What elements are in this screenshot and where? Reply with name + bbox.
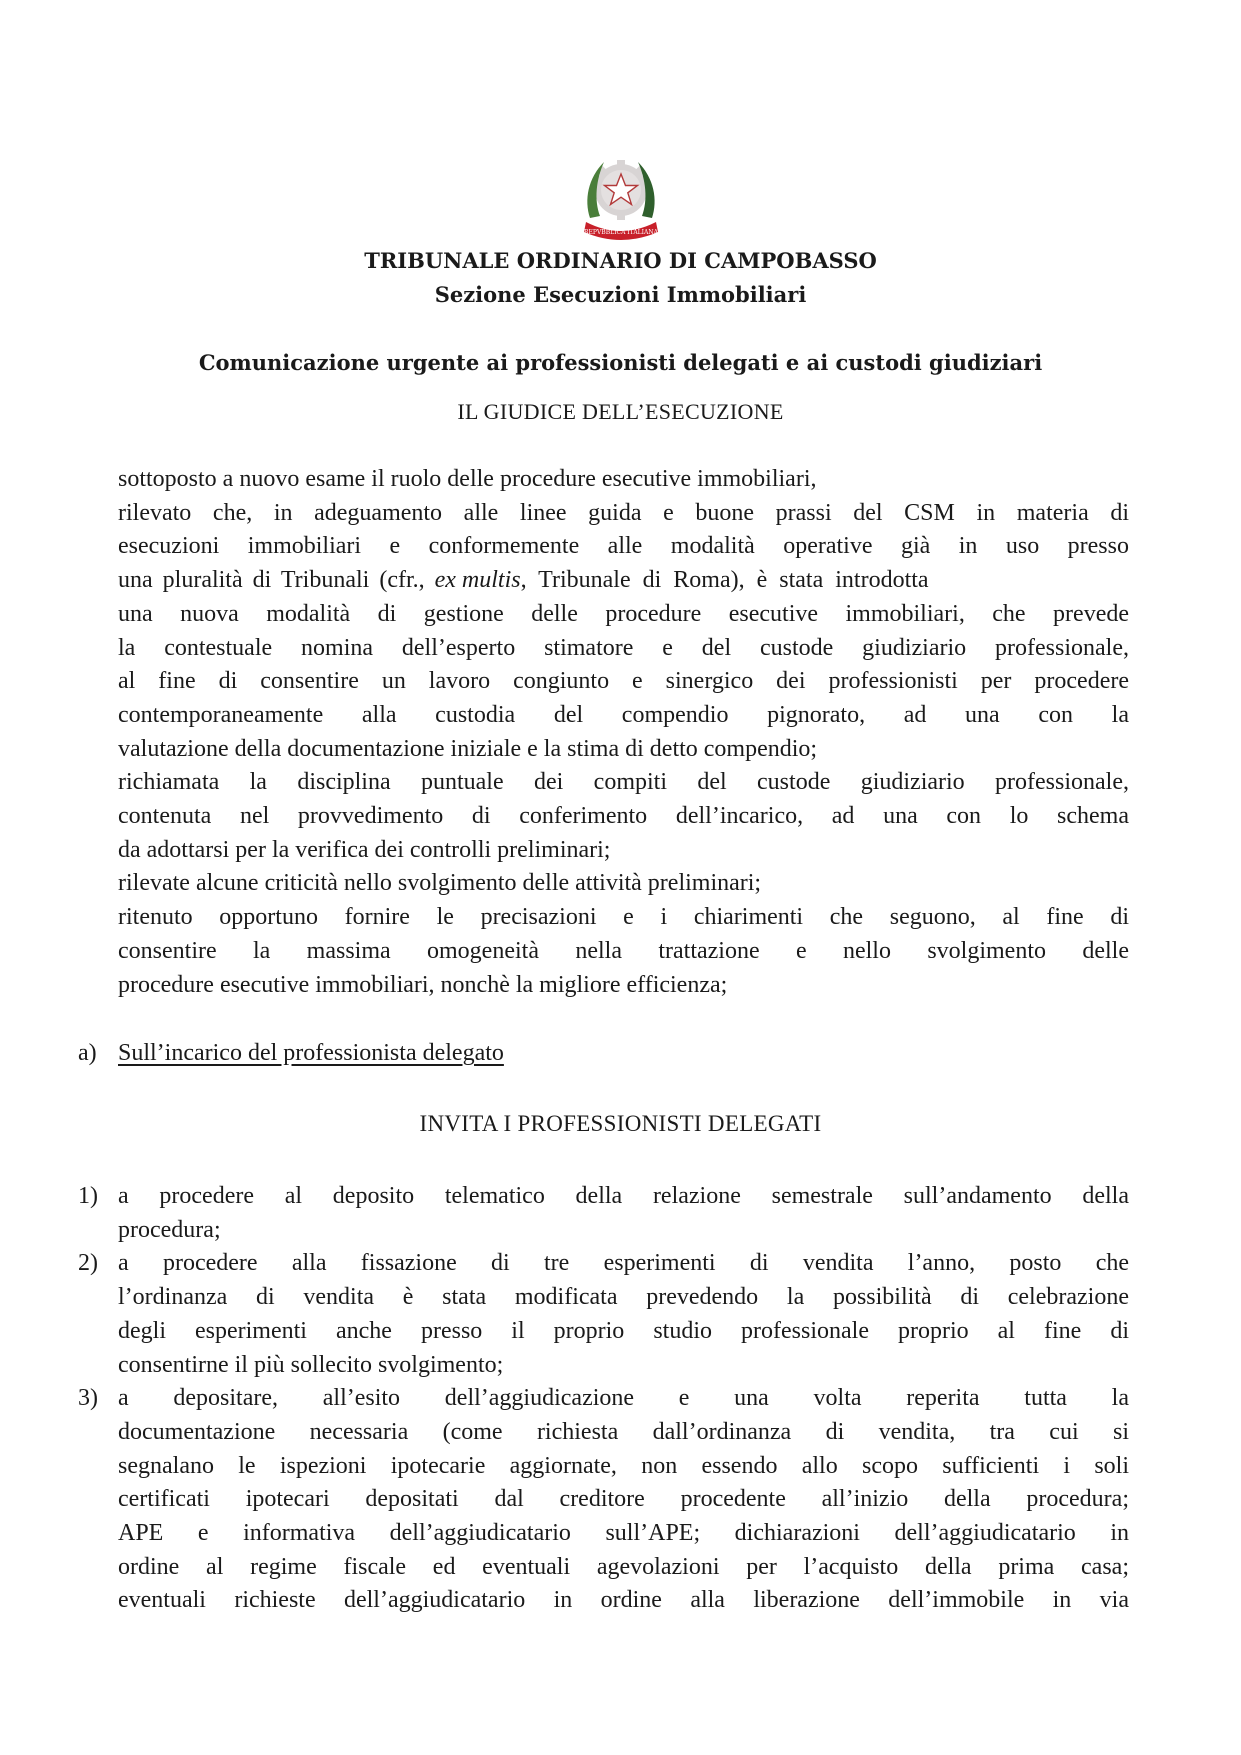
item-number: 1) [78, 1183, 98, 1209]
preamble-line: rilevate alcune criticità nello svolgimento delle attività preliminari; [118, 870, 762, 897]
preamble-line: richiamata la disciplina puntuale dei compiti del custode giudiziario professionale, [118, 769, 1129, 796]
italian-republic-emblem-icon [582, 150, 660, 242]
item-number: 3) [78, 1385, 98, 1412]
preamble-line: sottoposto a nuovo esame il ruolo delle procedure esecutive immobiliari, [118, 466, 817, 492]
document-subject: Comunicazione urgente ai professionisti delegati e ai custodi giudiziari [198, 350, 1043, 375]
item-line: APE e informativa dell’aggiudicatario sull’APE; dichiarazioni dell’aggiudicatario in [118, 1520, 1129, 1547]
issuer-heading: IL GIUDICE DELL’ESECUZIONE [457, 399, 784, 424]
emblem-ribbon-text: REPVBBLICA ITALIANA [584, 229, 658, 236]
preamble-line: una nuova modalità di gestione delle procedure esecutive immobiliari, che prevede [118, 600, 1129, 627]
preamble-line: al fine di consentire un lavoro congiunto e sinergico dei professionisti per procedere [118, 668, 1129, 695]
section-title: Sull’incarico del professionista delegato [118, 1040, 504, 1066]
item-line: a procedere alla fissazione di tre esperimenti di vendita l’anno, posto che [118, 1250, 1129, 1277]
item-line: eventuali richieste dell’aggiudicatario in ordine alla liberazione dell’immobile in via [118, 1587, 1129, 1614]
preamble-line-mixed [118, 564, 1129, 598]
item-line: ordine al regime fiscale ed eventuali agevolazioni per l’acquisto della prima casa; [118, 1553, 1129, 1580]
numbered-list [78, 1180, 1129, 1618]
section-label: a) [78, 1040, 97, 1066]
latin-phrase: ex multis [434, 567, 521, 594]
list-item [78, 1180, 1129, 1247]
court-name: TRIBUNALE ORDINARIO DI CAMPOBASSO [364, 248, 877, 273]
preamble-line: procedure esecutive immobiliari, nonchè la migliore efficienza; [118, 971, 728, 998]
invita-heading: INVITA I PROFESSIONISTI DELEGATI [419, 1111, 822, 1136]
section-a-heading [78, 1040, 504, 1067]
item-line: l’ordinanza di vendita è stata modificata prevedendo la possibilità di celebrazione [118, 1284, 1129, 1311]
item-line: degli esperimenti anche presso il proprio studio professionale proprio al fine di [118, 1317, 1129, 1344]
preamble-text: , Tribunale di Roma), è stata introdotta [520, 567, 929, 594]
item-line: a procedere al deposito telematico della relazione semestrale sull’andamento della [118, 1183, 1129, 1209]
item-number: 2) [78, 1250, 98, 1277]
preamble-line: da adottarsi per la verifica dei controlli preliminari; [118, 836, 611, 863]
preamble-line: la contestuale nomina dell’esperto stimatore e del custode giudiziario professionale, [118, 634, 1129, 661]
list-item [78, 1247, 1129, 1382]
court-section: Sezione Esecuzioni Immobiliari [434, 282, 807, 307]
item-line: segnalano le ispezioni ipotecarie aggiornate, non essendo allo scopo sufficienti i soli [118, 1452, 1129, 1479]
preamble-line: contenuta nel provvedimento di conferimento dell’incarico, ad una con lo schema [118, 803, 1129, 830]
preamble-line: consentire la massima omogeneità nella trattazione e nello svolgimento delle [118, 937, 1129, 964]
preamble-line: ritenuto opportuno fornire le precisazioni e i chiarimenti che seguono, al fine di [118, 904, 1129, 931]
list-item [78, 1382, 1129, 1618]
preamble-line: valutazione della documentazione iniziale e la stima di detto compendio; [118, 735, 818, 762]
preamble-text: una pluralità di Tribunali (cfr., [118, 567, 425, 594]
item-line: a depositare, all’esito dell’aggiudicazione e una volta reperita tutta la [118, 1385, 1129, 1412]
preamble-line: esecuzioni immobiliari e conformemente alle modalità operative già in uso presso [118, 533, 1129, 560]
item-line: consentirne il più sollecito svolgimento; [118, 1351, 504, 1378]
preamble [118, 463, 1129, 1002]
item-line: documentazione necessaria (come richiesta dall’ordinanza di vendita, tra cui si [118, 1418, 1129, 1445]
item-line: procedura; [118, 1216, 221, 1243]
item-line: certificati ipotecari depositati dal creditore procedente all’inizio della procedura; [118, 1486, 1129, 1513]
preamble-line: contemporaneamente alla custodia del compendio pignorato, ad una con la [118, 701, 1129, 728]
preamble-line: rilevato che, in adeguamento alle linee guida e buone prassi del CSM in materia di [118, 499, 1129, 526]
